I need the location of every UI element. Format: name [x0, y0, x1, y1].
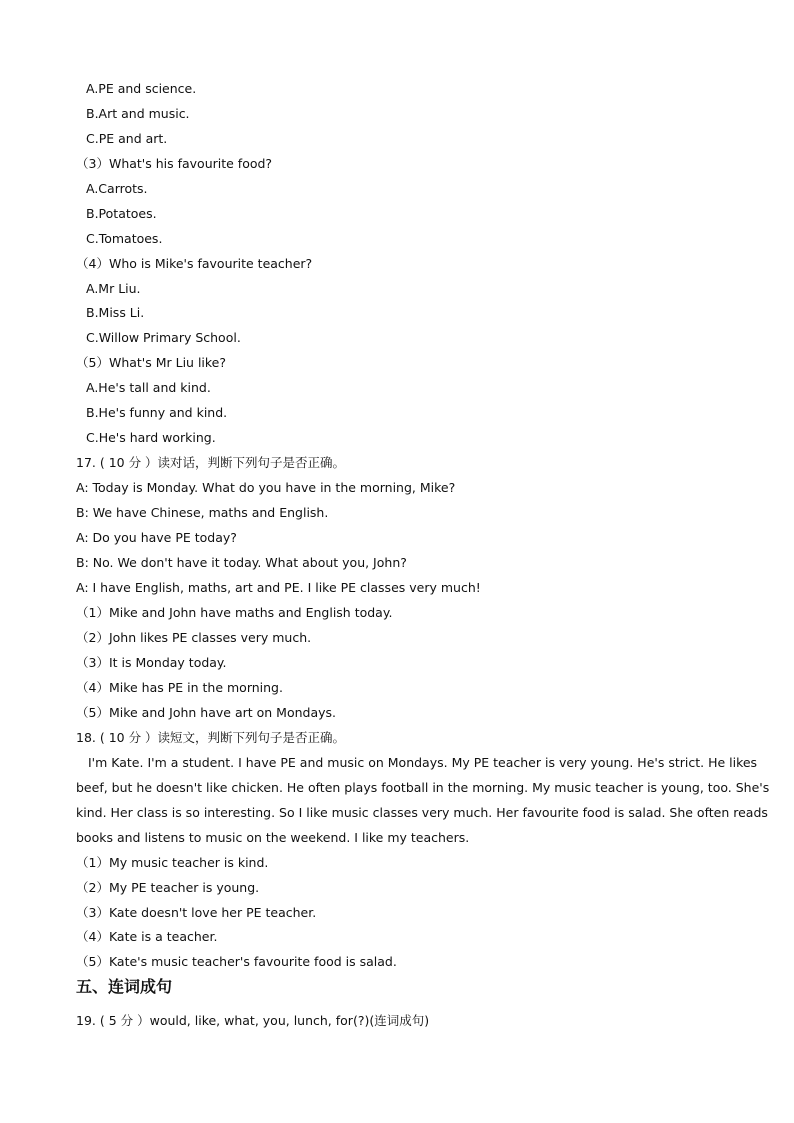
q16-4-option-a: A.Mr Liu.	[86, 281, 141, 296]
q16-2-option-a: A.PE and science.	[86, 81, 197, 96]
q17-heading: 17. ( 10 分 ）读对话，判断下列句子是否正确。	[76, 455, 346, 470]
q16-2-option-b: B.Art and music.	[86, 106, 190, 121]
q18-passage-line: kind. Her class is so interesting. So I like music classes very much. Her favourite food is salad. She often reads	[76, 805, 768, 820]
q17-dialogue-line: A: I have English, maths, art and PE. I like PE classes very much!	[76, 580, 481, 595]
q18-passage-line: books and listens to music on the weekend. I like my teachers.	[76, 830, 470, 845]
q18-statement: （3）Kate doesn't love her PE teacher.	[76, 905, 317, 920]
q18-statement: （4）Kate is a teacher.	[76, 929, 218, 944]
q16-4-option-c: C.Willow Primary School.	[86, 330, 241, 345]
q16-2-option-c: C.PE and art.	[86, 131, 168, 146]
q16-3-option-a: A.Carrots.	[86, 181, 148, 196]
q16-3-option-b: B.Potatoes.	[86, 206, 157, 221]
q17-statement: （1）Mike and John have maths and English today.	[76, 605, 393, 620]
q17-dialogue-line: B: No. We don't have it today. What about you, John?	[76, 555, 407, 570]
q18-heading: 18. ( 10 分 ）读短文，判断下列句子是否正确。	[76, 730, 346, 745]
q17-dialogue-line: B: We have Chinese, maths and English.	[76, 505, 329, 520]
q18-statement: （5）Kate's music teacher's favourite food is salad.	[76, 954, 397, 969]
q17-dialogue-line: A: Do you have PE today?	[76, 530, 237, 545]
q17-statement: （5）Mike and John have art on Mondays.	[76, 705, 337, 720]
q16-5-option-b: B.He's funny and kind.	[86, 405, 228, 420]
q18-passage-line: I'm Kate. I'm a student. I have PE and music on Mondays. My PE teacher is very young. He's strict. He likes	[88, 755, 758, 770]
q16-3-option-c: C.Tomatoes.	[86, 231, 163, 246]
q19-heading: 19. ( 5 分 ）would, like, what, you, lunch, for(?)(连词成句)	[76, 1013, 430, 1028]
q18-passage-line: beef, but he doesn't like chicken. He often plays football in the morning. My music teacher is young, too. She's	[76, 780, 770, 795]
q16-3-question: （3）What's his favourite food?	[76, 156, 273, 171]
q16-4-option-b: B.Miss Li.	[86, 305, 145, 320]
q17-statement: （2）John likes PE classes very much.	[76, 630, 312, 645]
q17-statement: （3）It is Monday today.	[76, 655, 227, 670]
q16-5-question: （5）What's Mr Liu like?	[76, 355, 227, 370]
q16-4-question: （4）Who is Mike's favourite teacher?	[76, 256, 313, 271]
q18-statement: （2）My PE teacher is young.	[76, 880, 260, 895]
q17-dialogue-line: A: Today is Monday. What do you have in the morning, Mike?	[76, 480, 456, 495]
q16-5-option-a: A.He's tall and kind.	[86, 380, 211, 395]
q18-statement: （1）My music teacher is kind.	[76, 855, 269, 870]
q16-5-option-c: C.He's hard working.	[86, 430, 216, 445]
q17-statement: （4）Mike has PE in the morning.	[76, 680, 283, 695]
section-title: 五、连词成句	[76, 977, 173, 996]
